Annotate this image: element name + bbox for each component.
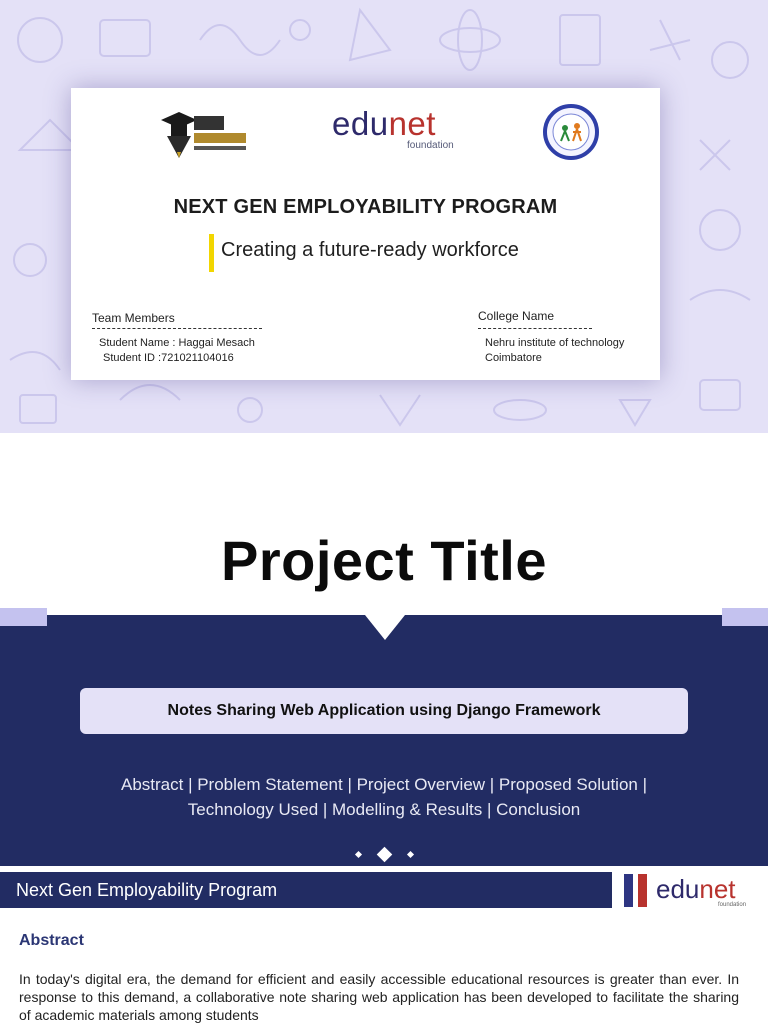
toc-line-2: Technology Used | Modelling & Results | Conclusion [187, 800, 581, 819]
toc-line-1: Abstract | Problem Statement | Project Overview | Proposed Solution | [120, 775, 647, 794]
college-name: Nehru institute of technology [485, 337, 625, 349]
college-emblem-icon [543, 104, 599, 160]
edunet-header-wordmark: edunet [656, 874, 736, 904]
college-city: Coimbatore [485, 352, 542, 364]
decor-left-tab [0, 608, 47, 626]
naan-mudhalvan-logo [157, 106, 251, 162]
dot-small-left [355, 851, 362, 858]
college-name-label: College Name [478, 309, 555, 323]
slide-header-title: Next Gen Employability Program [16, 880, 278, 900]
slide-header-bar [0, 872, 612, 908]
student-name: Student Name : Haggai Mesach [99, 337, 255, 349]
project-subtitle: Notes Sharing Web Application using Django Framework [80, 688, 688, 734]
logo-bar-red [638, 874, 647, 907]
dot-large-center [377, 847, 393, 863]
project-title-slide-top [0, 433, 768, 615]
program-tagline: Creating a future-ready workforce [221, 239, 519, 261]
edunet-wordmark: edunet [332, 105, 436, 142]
edunet-foundation-label: foundation [407, 140, 454, 151]
student-id: Student ID :721021104016 [103, 352, 234, 364]
team-divider [92, 328, 262, 329]
project-title-heading: Project Title [220, 529, 547, 592]
college-divider [478, 328, 592, 329]
edunet-header-logo [624, 872, 764, 912]
program-title: NEXT GEN EMPLOYABILITY PROGRAM [173, 196, 558, 218]
decor-right-tab [722, 608, 768, 626]
logo-bar-blue [624, 874, 633, 907]
dot-small-right [407, 851, 414, 858]
team-members-label: Team Members [92, 311, 175, 325]
title-card [71, 88, 660, 380]
edunet-header-foundation: foundation [718, 902, 747, 908]
edunet-foundation-logo [332, 104, 472, 154]
title-slide [0, 0, 768, 433]
band-notch [365, 615, 405, 640]
accent-bar [209, 234, 214, 272]
slide-dots [0, 848, 768, 862]
abstract-slide [0, 866, 768, 1024]
project-title-band [0, 615, 768, 866]
abstract-heading: Abstract [19, 932, 84, 949]
abstract-body: In today's digital era, the demand for efficient and easily accessible educational resources is greater than ever. In response to this demand, a collaborative note sharing web application has been developed to facilitate the sharing of academic materials among students [19, 971, 739, 1023]
